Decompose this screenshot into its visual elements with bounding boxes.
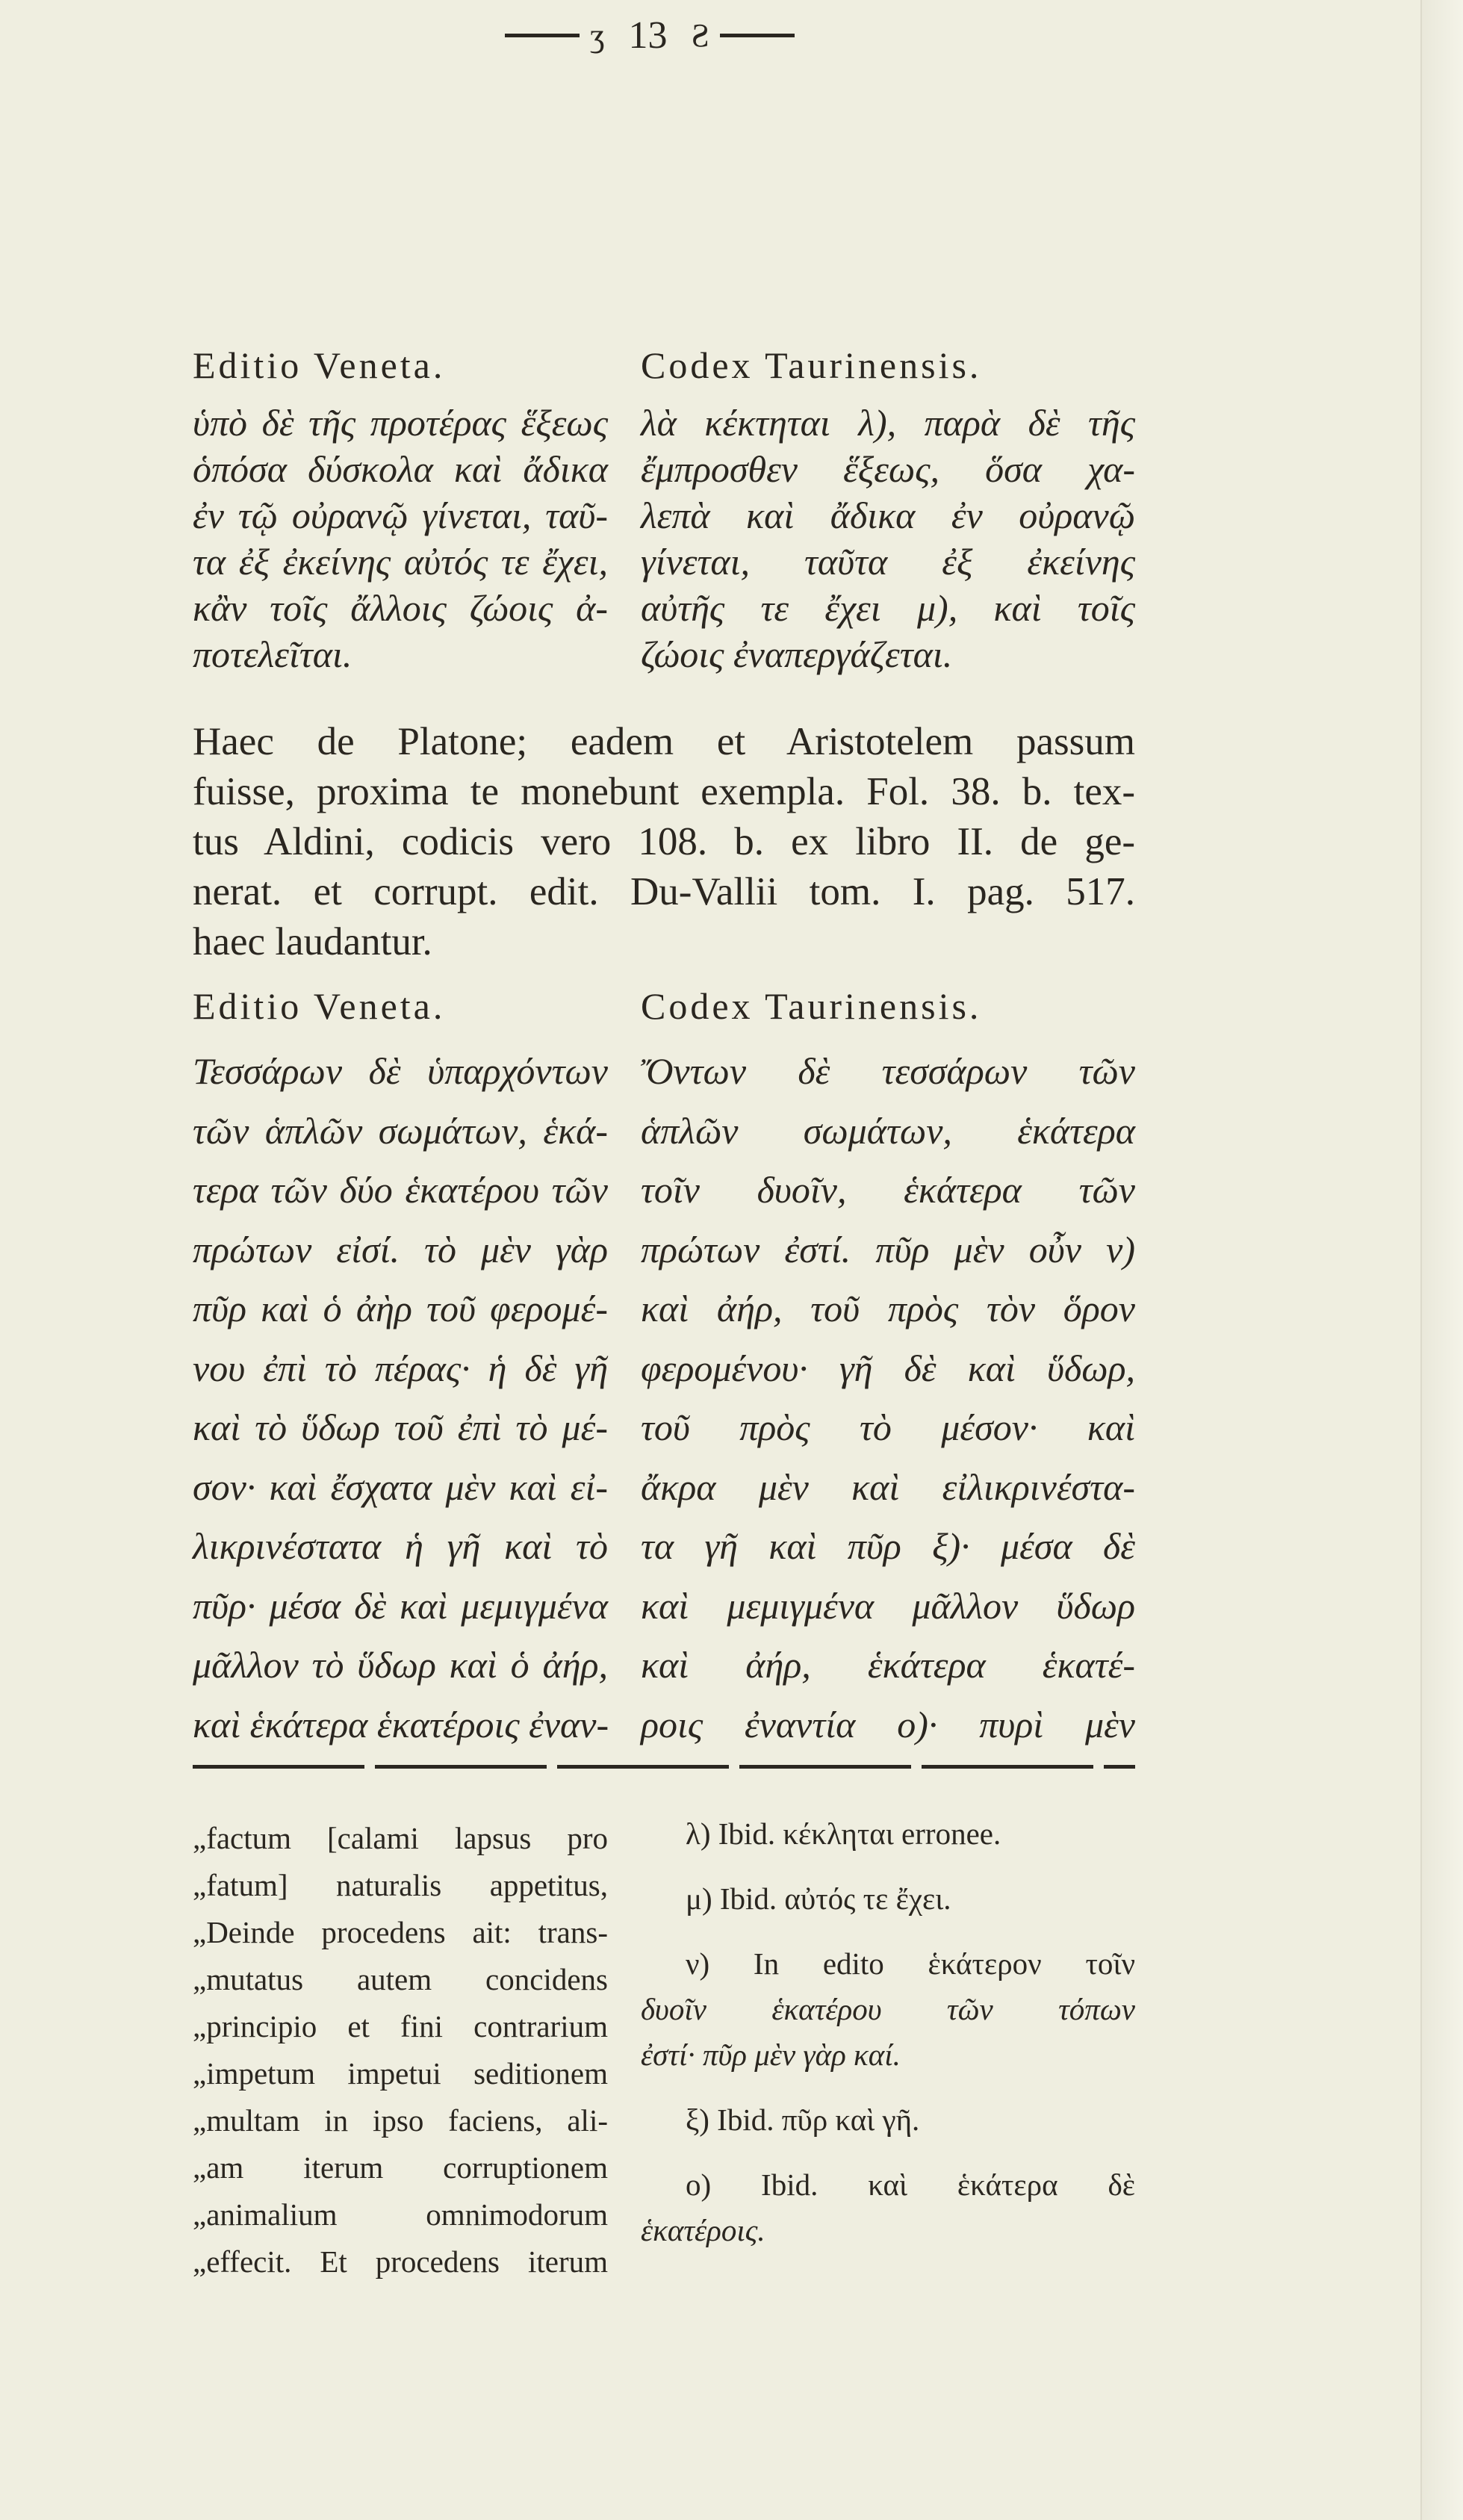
text-line: ροις ἐναντία ο)· πυρὶ μὲν [641, 1703, 1135, 1745]
footnote-line: ν) In edito ἑκάτερον τοῖν [686, 1946, 1135, 1981]
text-line: καὶ μεμιγμένα μᾶλλον ὕδωρ [641, 1584, 1135, 1627]
text-line: „impetum impetui seditionem [193, 2056, 608, 2091]
text-line: „effecit. Et procedens iterum [193, 2244, 608, 2279]
text-line: τα γῆ καὶ πῦρ ξ)· μέσα δὲ [641, 1525, 1135, 1567]
text-line: πῦρ· μέσα δὲ καὶ μεμιγμένα [193, 1584, 608, 1627]
text-line: πρώτων εἰσί. τὸ μὲν γὰρ [193, 1228, 608, 1270]
footnote-line: ἐστί· πῦρ μὲν γὰρ καί. [641, 2038, 901, 2072]
text-line: Ὄντων δὲ τεσσάρων τῶν [641, 1050, 1135, 1092]
header-rule-left [505, 34, 580, 37]
footnote-line: λ) Ibid. κέκληται erronee. [686, 1816, 1001, 1851]
page-number: 13 [628, 13, 668, 57]
text-line: „fatum] naturalis appetitus, [193, 1868, 608, 1902]
text-line: nerat. et corrupt. edit. Du-Vallii tom. I. pag. 517. [193, 870, 1135, 913]
text-line: „multam in ipso faciens, ali- [193, 2103, 608, 2138]
text-line: καὶ ἑκάτερα ἑκατέροις ἐναν- [193, 1703, 609, 1745]
text-line: fuisse, proxima te monebunt exempla. Fol. 38. b. tex- [193, 770, 1135, 813]
text-line: λὰ κέκτηται λ), παρὰ δὲ τῆς [641, 402, 1135, 444]
section2-heading-right: Codex Taurinensis. [641, 985, 982, 1027]
text-line: πῦρ καὶ ὁ ἀὴρ τοῦ φερομέ- [193, 1288, 608, 1329]
text-line: γίνεται, ταῦτα ἐξ ἐκείνης [641, 541, 1135, 583]
text-line: ἐν τῷ οὐρανῷ γίνεται, ταῦ- [193, 494, 608, 536]
text-line: σον· καὶ ἔσχατα μὲν καὶ εἰ- [193, 1465, 608, 1508]
text-line: λικρινέστατα ἡ γῆ καὶ τὸ [193, 1525, 608, 1567]
ornament-right-icon: Ƨ [691, 16, 709, 54]
ornament-left-icon: ʒ [589, 16, 605, 54]
footnote-separator [193, 1765, 1135, 1769]
footnote-line: μ) Ibid. αὐτός τε ἔχει. [686, 1881, 951, 1916]
text-line: κἂν τοῖς ἄλλοις ζώοις ἀ- [193, 587, 608, 629]
text-line: καὶ τὸ ὕδωρ τοῦ ἐπὶ τὸ μέ- [193, 1406, 608, 1448]
section2-right-column [641, 1042, 1135, 1754]
text-line: „principio et fini contrarium [193, 2009, 608, 2043]
footnote-line: ξ) Ibid. πῦρ καὶ γῆ. [686, 2102, 920, 2137]
footnote-line: ἑκατέροις. [641, 2213, 765, 2247]
text-line: Haec de Platone; eadem et Aristotelem passum [193, 720, 1135, 763]
text-line: ζώοις ἐναπεργάζεται. [641, 633, 953, 675]
text-line: tus Aldini, codicis vero 108. b. ex libro II. de ge- [193, 820, 1135, 863]
footnote [641, 2097, 1135, 2143]
footnotes-left [193, 1815, 608, 2285]
latin-paragraph [193, 717, 1135, 967]
footnote [641, 1941, 1135, 2078]
section1-right-column [641, 400, 1135, 677]
text-line: λεπὰ καὶ ἄδικα ἐν οὐρανῷ [641, 494, 1135, 536]
text-line: „mutatus autem concidens [193, 1962, 608, 1996]
footnote [641, 1811, 1135, 1857]
text-line: ὑπὸ δὲ τῆς προτέρας ἕξεως [193, 402, 608, 444]
text-line: ποτελεῖται. [193, 633, 352, 675]
footnote-line: δυοῖν ἑκατέρου τῶν τόπων [641, 1992, 1135, 2026]
text-line: καὶ ἀήρ, τοῦ πρὸς τὸν ὅρον [641, 1288, 1135, 1329]
text-line: τοῖν δυοῖν, ἑκάτερα τῶν [641, 1169, 1135, 1211]
text-line: haec laudantur. [193, 920, 432, 963]
text-line: αὐτῆς τε ἔχει μ), καὶ τοῖς [641, 587, 1135, 629]
header-rule-right [720, 34, 795, 37]
text-line: ὁπόσα δύσκολα καὶ ἄδικα [193, 448, 608, 490]
section1-left-column [193, 400, 608, 677]
text-line: τερα τῶν δύο ἑκατέρου τῶν [193, 1169, 608, 1211]
page-edge [1420, 0, 1463, 2520]
text-line: μᾶλλον τὸ ὕδωρ καὶ ὁ ἀήρ, [193, 1644, 608, 1686]
text-line: φερομένου· γῆ δὲ καὶ ὕδωρ, [641, 1347, 1135, 1389]
text-line: τοῦ πρὸς τὸ μέσον· καὶ [641, 1406, 1135, 1448]
section2-left-column [193, 1042, 608, 1754]
footnote [641, 1876, 1135, 1922]
text-line: νου ἐπὶ τὸ πέρας· ἡ δὲ γῆ [193, 1347, 608, 1389]
section1-heading-right: Codex Taurinensis. [641, 344, 982, 386]
text-line: „am iterum corruptionem [193, 2150, 608, 2185]
text-line: καὶ ἀήρ, ἑκάτερα ἑκατέ- [641, 1644, 1135, 1686]
text-line: Τεσσάρων δὲ ὑπαρχόντων [193, 1050, 608, 1092]
footnote-line: ο) Ibid. καὶ ἑκάτερα δὲ [686, 2167, 1135, 2202]
footnotes-right [641, 1811, 1135, 2273]
section2-heading-left: Editio Veneta. [193, 985, 446, 1027]
footnote [641, 2162, 1135, 2253]
text-line: „Deinde procedens ait: trans- [193, 1915, 608, 1949]
section1-heading-left: Editio Veneta. [193, 344, 446, 386]
text-line: ἁπλῶν σωμάτων, ἑκάτερα [641, 1109, 1135, 1152]
text-line: ἄκρα μὲν καὶ εἰλικρινέστα- [641, 1465, 1135, 1508]
text-line: ἔμπροσθεν ἕξεως, ὅσα χα- [641, 448, 1135, 490]
text-line: „animalium omnimodorum [193, 2197, 608, 2232]
text-line: πρώτων ἐστί. πῦρ μὲν οὖν ν) [641, 1228, 1135, 1270]
text-line: τα ἐξ ἐκείνης αὐτός τε ἔχει, [193, 541, 608, 583]
text-line: „factum [calami lapsus pro [193, 1821, 608, 1855]
running-header [478, 9, 821, 61]
text-line: τῶν ἁπλῶν σωμάτων, ἑκά- [193, 1109, 608, 1152]
